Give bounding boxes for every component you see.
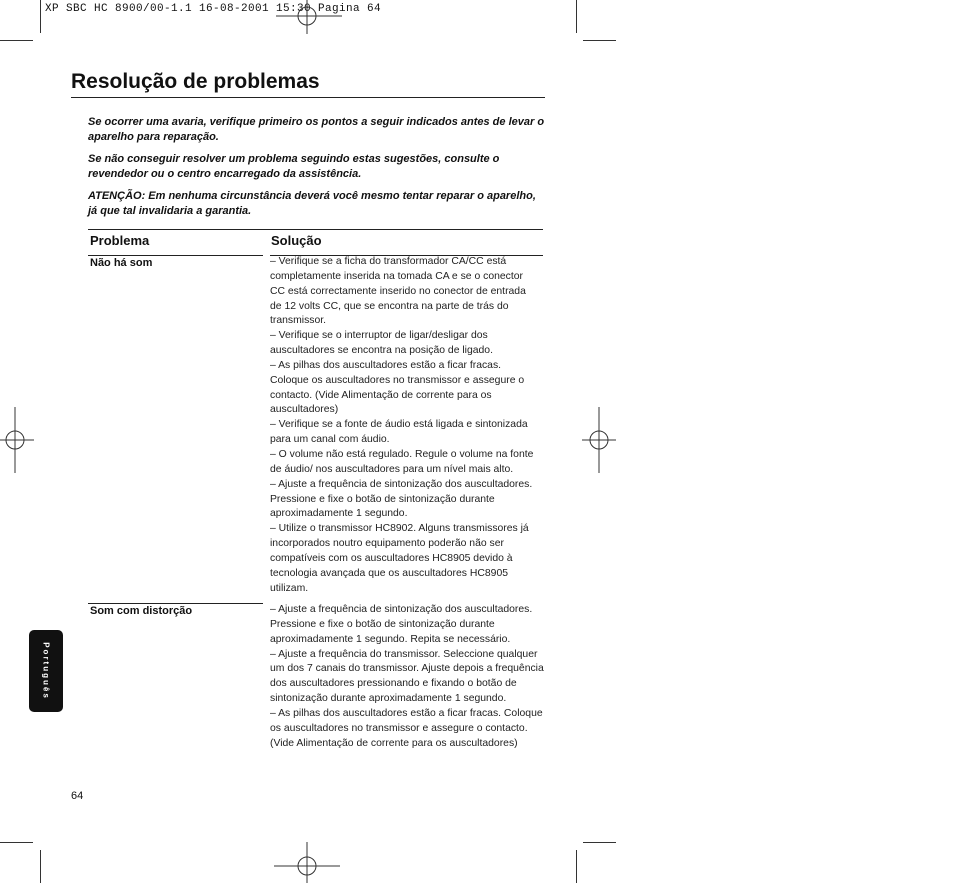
- problem-label: Som com distorção: [90, 605, 193, 617]
- solution-line: (Vide Alimentação de corrente para os auscultadores): [270, 737, 518, 749]
- solution-line: incorporados noutro equipamento poderão não ser: [270, 538, 504, 550]
- solution-line: um dos 7 canais do transmissor. Ajuste depois a frequência: [270, 663, 544, 675]
- crop-mark: [40, 0, 41, 33]
- row-divider: [88, 255, 263, 256]
- registration-mark-icon: [0, 407, 34, 473]
- solution-line: tecnologia avançada que os auscultadores HC8905: [270, 567, 508, 579]
- solution-line: auscultadores): [270, 404, 339, 416]
- warning-paragraph: ATENÇÃO: Em nenhuma circunstância deverá você mesmo tentar reparar o aparelho, já que tal invalidaria a garantia.: [88, 190, 536, 217]
- solution-line: dos auscultadores pressionando e fixando o botão de: [270, 678, 517, 690]
- solution-line: de áudio/ nos auscultadores para um nível mais alto.: [270, 463, 514, 475]
- intro-paragraph: Se não conseguir resolver um problema seguindo estas sugestões, consulte o revendedor ou o centro encarregado da assistência.: [88, 153, 500, 180]
- solution-line: de 12 volts CC, que se encontra na parte de trás do: [270, 300, 509, 312]
- solution-line: – Ajuste a frequência de sintonização dos auscultadores.: [270, 604, 533, 615]
- crop-mark: [576, 850, 577, 883]
- solution-line: aproximadamente 1 segundo.: [270, 508, 408, 520]
- solution-line: utilizam.: [270, 582, 309, 594]
- solution-line: – O volume não está regulado. Regule o volume na fonte: [270, 448, 534, 460]
- solution-line: completamente inserida na tomada CA e se o conector: [270, 270, 523, 282]
- solution-line: – As pilhas dos auscultadores estão a ficar fracas.: [270, 359, 502, 371]
- language-tab-label: Português: [41, 642, 51, 700]
- solution-line: transmissor.: [270, 315, 327, 327]
- solution-line: auscultadores se encontra na posição de ligado.: [270, 345, 493, 357]
- solution-line: Coloque os auscultadores no transmissor e assegure o: [270, 374, 525, 386]
- registration-mark-icon: [274, 842, 340, 883]
- problem-label: Não há som: [90, 257, 153, 269]
- intro-paragraph: Se ocorrer uma avaria, verifique primeiro os pontos a seguir indicados antes de levar o aparelho para reparação.: [88, 116, 545, 143]
- solution-line: – Verifique se o interruptor de ligar/desligar dos: [270, 330, 488, 342]
- crop-mark: [0, 40, 33, 41]
- page-title: Resolução de problemas: [71, 70, 320, 93]
- solution-line: – Ajuste a frequência de sintonização dos auscultadores.: [270, 478, 533, 490]
- registration-mark-icon: [276, 0, 342, 34]
- solution-line: aproximadamente 1 segundo. Repita se necessário.: [270, 633, 511, 645]
- solution-line: – As pilhas dos auscultadores estão a ficar fracas. Coloque: [270, 707, 543, 719]
- print-header: XP SBC HC 8900/00-1.1 16-08-2001 15:30 Pagina 64: [45, 3, 382, 15]
- solution-line: compatíveis com os auscultadores HC8905 devido à: [270, 552, 513, 564]
- solution-line: os auscultadores no transmissor e assegure o contacto.: [270, 722, 528, 734]
- table-top-rule: [88, 229, 543, 230]
- title-divider: [71, 97, 545, 98]
- language-tab: [29, 630, 63, 712]
- crop-mark: [583, 40, 616, 41]
- solution-line: Pressione e fixe o botão de sintonização durante: [270, 618, 495, 630]
- solution-text: [270, 603, 546, 751]
- solution-line: CC está correctamente inserido no conector de entrada: [270, 285, 526, 297]
- crop-mark: [583, 842, 616, 843]
- solution-line: – Verifique se a ficha do transformador CA/CC está: [270, 256, 507, 267]
- solution-line: para um canal com áudio.: [270, 434, 390, 446]
- registration-mark-icon: [582, 407, 616, 473]
- solution-line: – Utilize o transmissor HC8902. Alguns transmissores já: [270, 523, 529, 535]
- crop-mark: [0, 842, 33, 843]
- row-divider: [88, 603, 263, 604]
- solution-line: – Verifique se a fonte de áudio está ligada e sintonizada: [270, 419, 528, 431]
- column-header-problem: Problema: [90, 233, 150, 248]
- page-number: 64: [71, 790, 84, 802]
- crop-mark: [40, 850, 41, 883]
- solution-text: [270, 255, 546, 596]
- crop-mark: [576, 0, 577, 33]
- solution-line: contacto. (Vide Alimentação de corrente para os: [270, 389, 492, 401]
- solution-line: sintonização durante aproximadamente 1 segundo.: [270, 693, 507, 705]
- solution-line: Pressione e fixe o botão de sintonização durante: [270, 493, 495, 505]
- column-header-solution: Solução: [271, 233, 322, 248]
- solution-line: – Ajuste a frequência do transmissor. Seleccione qualquer: [270, 648, 538, 660]
